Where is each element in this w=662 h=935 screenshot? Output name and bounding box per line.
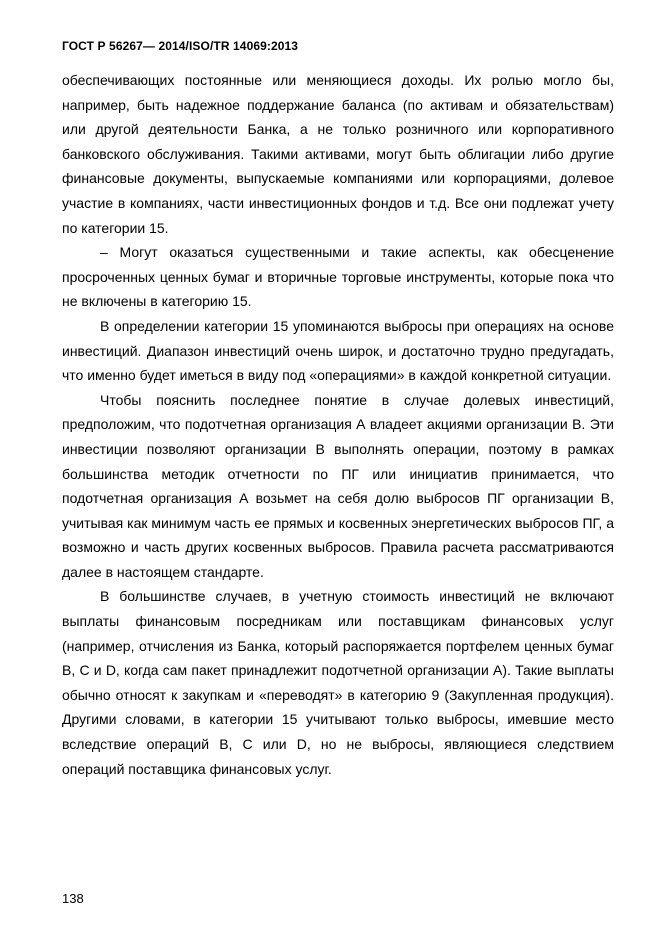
- paragraph-1: обеспечивающих постоянные или меняющиеся доходы. Их ролью могло бы, например, быть надежное поддержание баланса (по активам и обязательствам) или другой деятельности Банка, а не только розничного или корпоративного банковского обслуживания. Такими активами, могут быть облигации либо другие финансовые документы, выпускаемые компаниями или корпорациями, долевое участие в компаниях, части инвестиционных фондов и т.д. Все они подлежат учету по категории 15.: [62, 72, 614, 236]
- paragraph-5: В большинстве случаев, в учетную стоимость инвестиций не включают выплаты финансовым посредникам или поставщикам финансовых услуг (например, отчисления из Банка, который распоряжается портфелем ценных бумаг В, С и D, когда сам пакет принадлежит подотчетной организации А). Такие выплаты обычно относят к закупкам и «переводят» в категорию 9 (Закупленная продукция). Другими словами, в категории 15 учитывают только выбросы, имевшие место вследствие операций В, С или D, но не выбросы, являющиеся следствием операций поставщика финансовых услуг.: [62, 588, 614, 777]
- paragraph-4: Чтобы пояснить последнее понятие в случае долевых инвестиций, предположим, что подотчетная организация А владеет акциями организации В. Эти инвестиции позволяют организации В выполнять операции, поэтому в рамках большинства методик отчетности по ПГ или инициатив принимается, что подотчетная организация А возьмет на себя долю выбросов ПГ организации В, учитывая как минимум часть ее прямых и косвенных энергетических выбросов ПГ, а возможно и часть других косвенных выбросов. Правила расчета рассматриваются далее в настоящем стандарте.: [62, 391, 614, 580]
- paragraph-2: – Могут оказаться существенными и такие аспекты, как обесценение просроченных ценных бумаг и вторичные торговые инструменты, которые пока что не включены в категорию 15.: [62, 244, 614, 310]
- page-number: 138: [62, 891, 84, 906]
- body-text: [62, 68, 614, 781]
- document-header: ГОСТ Р 56267— 2014/ISO/TR 14069:2013: [62, 39, 299, 53]
- paragraph-3: В определении категории 15 упоминаются выбросы при операциях на основе инвестиций. Диапазон инвестиций очень широк, и достаточно трудно предугадать, что именно будет иметься в виду под «операциями» в каждой конкретной ситуации.: [62, 317, 614, 384]
